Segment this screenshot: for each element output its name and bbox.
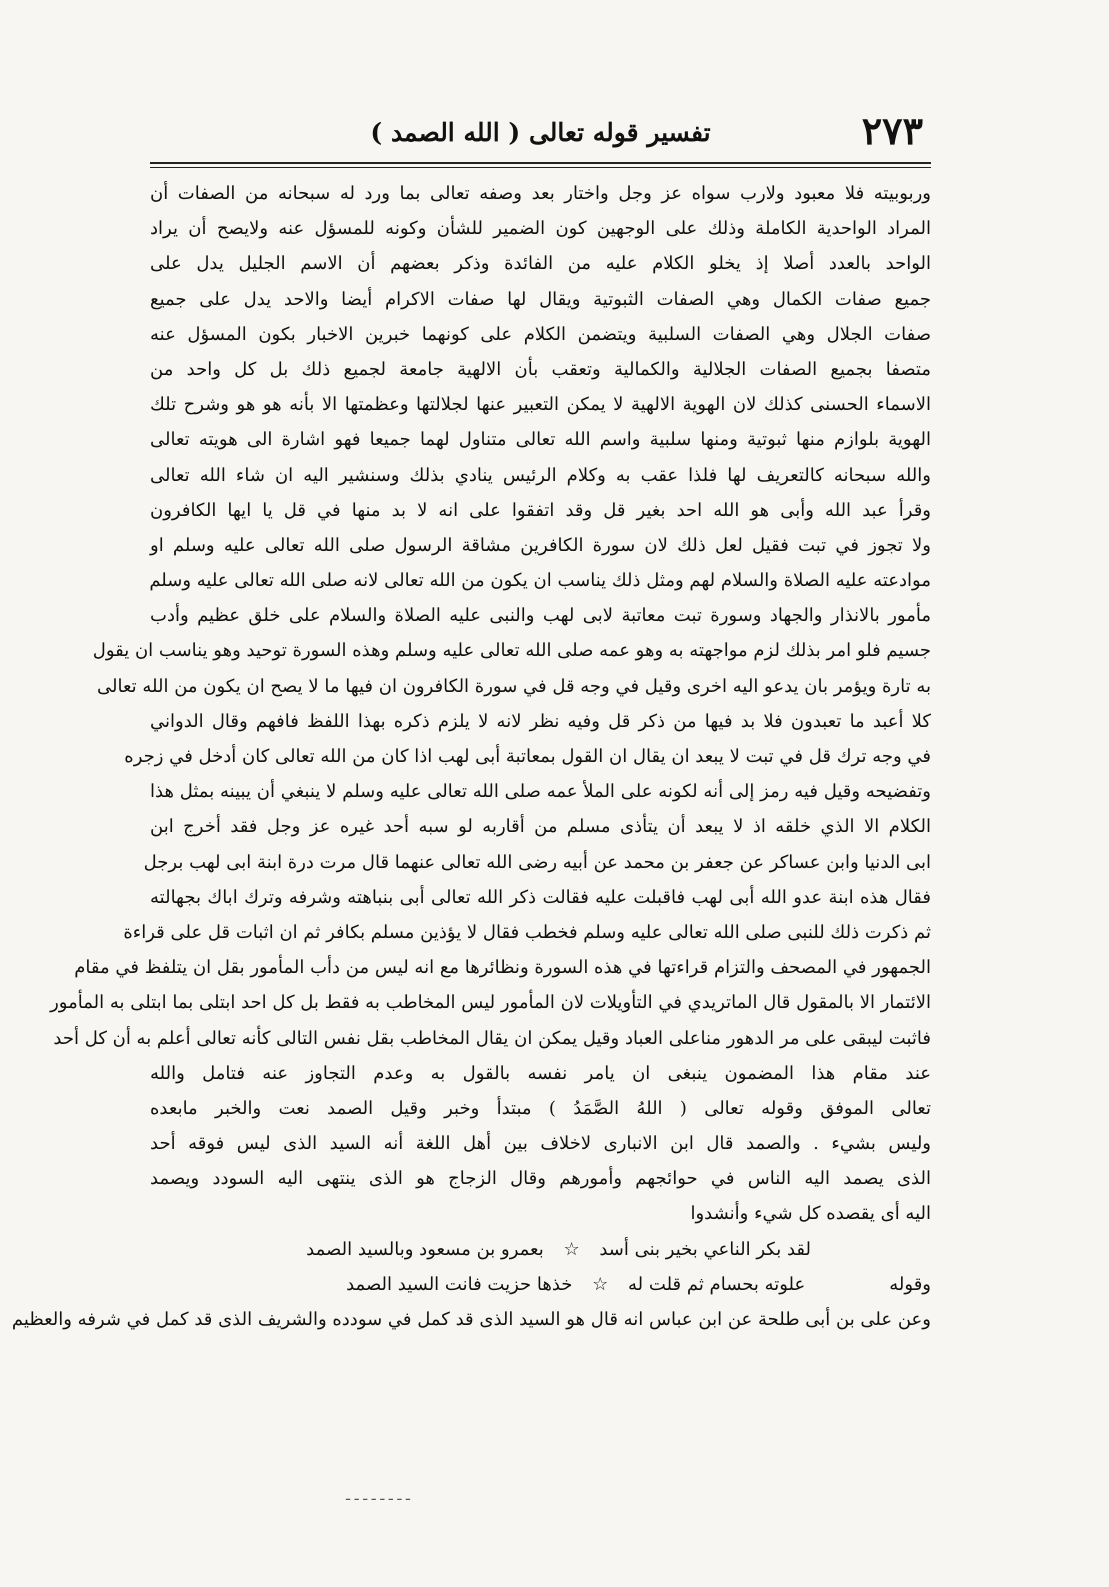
text-line: به تارة ويؤمر بان يدعو اليه اخرى وقيل في وجه قل في سورة الكافرون ان فيها ما لا يصح ان يكون من الله تعالى (97, 675, 931, 697)
page-number: ٢٧٣ (861, 108, 923, 153)
text-line: جسيم فلو امر بذلك لزم مواجهته به وهو عمه صلى الله تعالى عليه وسلم وهذه السورة توحيد وهو يناسب ان يقول (92, 640, 931, 662)
verse-hemistich: علوته بحسام ثم قلت له (628, 1273, 806, 1295)
text-line: ثم ذكرت ذلك للنبى صلى الله تعالى عليه وسلم فخطب فقال لا يؤذين مسلم بكافر ثم ان اثبات قل على قراءة (123, 921, 931, 943)
text-line: الواحد بالعدد أصلا إذ يخلو الكلام عليه من الفائدة وذكر بعضهم أن الاسم الجليل يدل على (150, 253, 931, 275)
text-line: في وجه ترك قل في تبت لا يبعد ان يقال ان القول بمعاتبة أبى لهب اذا كان من الله تعالى كان أدخل في زجره (124, 746, 931, 767)
text-line: متصفا بجميع الصفات الجلالية والكمالية وتعقب بأن الالهية جامعة لجميع ذلك بل كل واحد من (150, 358, 931, 380)
verse-hemistich: لقد بكر الناعي بخير بنى أسد (599, 1238, 811, 1260)
text-line: وقرأ عبد الله وأبى هو الله احد بغير قل وقد اتفقوا على انه لا بد منها في قل يا ايها الكافرون (150, 499, 931, 521)
running-title: تفسير قوله تعالى ( الله الصمد ) (370, 118, 711, 147)
text-line: الائتمار الا بالمقول قال الماتريدي في التأويلات لان المأمور ليس المخاطب به فقط بل كل احد ابتلى بما ابتلى به المأمور (50, 992, 931, 1014)
text-line: الجمهور في المصحف والتزام قراءتها في هذه السورة ونظائرها مع انه ليس من دأب المأمور بقل ان يتلفظ في مقام (74, 957, 931, 979)
text-line: الكلام الا الذي خلقه اذ لا يبعد أن يتأذى مسلم من أقاربه لو سبه أحد غيره عز وجل فقد أخرج ابن (150, 816, 931, 838)
text-line: تعالى الموفق وقوله تعالى ( اللهُ الصَّمَدُ ) مبتدأ وخبر وقيل الصمد نعت والخبر مابعده (150, 1097, 931, 1119)
text-line: وليس بشيء . والصمد قال ابن الانبارى لاخلاف بين أهل اللغة أنه السيد الذى ليس فوقه أحد (150, 1133, 931, 1155)
verse-lead-word: وقوله (889, 1273, 931, 1295)
star-icon: ☆ (592, 1273, 609, 1295)
text-line: صفات الجلال وهي الصفات السلبية ويتضمن الكلام على كونهما خبرين الاخبار بكون المسؤل عنه (150, 323, 931, 345)
text-line: موادعته عليه الصلاة والسلام لهم ومثل ذلك يناسب ان يكون من الله تعالى لانه صلى الله تعالى عليه وسلم (149, 570, 931, 592)
header-rule (150, 162, 931, 168)
page-header (150, 108, 931, 158)
text-line: وعن على بن أبى طلحة عن ابن عباس انه قال هو السيد الذى قد كمل في سودده والشريف الذى قد كمل في شرفه والعظيم (11, 1309, 931, 1330)
text-line: فاثبت ليبقى على مر الدهور مناعلى العباد وقيل يمكن ان يقال المخاطب بقل نفس التالى كأنه تعالى أعلم به أن كل أحد (53, 1027, 931, 1049)
text-line: المراد الواحدية الكاملة وذلك على الوجهين كون الضمير للشأن وكونه للمسؤل عنه ولايصح أن يراد (150, 218, 931, 240)
poem-verse (150, 1267, 931, 1302)
text-line: مأمور بالانذار والجهاد وسورة تبت معاتبة لابى لهب والنبى عليه الصلاة والسلام على خلق عظيم وأدب (150, 605, 931, 627)
footer-fragment: ـ ـ ـ ـ ـ ـ ـ ـ (346, 1488, 410, 1504)
poem-verse (150, 1232, 931, 1267)
star-icon: ☆ (563, 1238, 580, 1260)
text-line: فقال هذه ابنة عدو الله أبى لهب فاقبلت عليه فقالت ذكر الله تعالى أبى بنباهته وشرفه وترك اباك بجهالته (150, 886, 931, 908)
text-line: جميع صفات الكمال وهي الصفات الثبوتية ويقال لها صفات الاكرام أيضا والاحد يدل على جميع (150, 288, 931, 310)
text-line: كلا أعبد ما تعبدون فلا بد فيها من ذكر قل وفيه نظر لانه لا يلزم ذكره بهذا اللفظ فافهم وقال الدواني (150, 710, 931, 732)
text-line: اليه أى يقصده كل شيء وأنشدوا (690, 1203, 931, 1225)
text-line: عند مقام هذا المضمون ينبغى ان يامر نفسه بالقول به وعدم التجاوز عنه فتامل والله (150, 1062, 931, 1084)
verse-hemistich: بعمرو بن مسعود وبالسيد الصمد (306, 1238, 544, 1260)
text-line: والله سبحانه كالتعريف لها فلذا عقب به وكلام الرئيس ينادي بذلك وسنشير اليه ان شاء الله تعالى (150, 464, 931, 486)
text-line: وربوبيته فلا معبود ولارب سواه عز وجل واختار بعد وصفه تعالى بما ورد له سبحانه من الصفات أن (150, 183, 931, 204)
text-line: الهوية بلوازم منها ثبوتية ومنها سلبية واسم الله تعالى متناول لهما جميعا فهو اشارة الى هويته تعالى (150, 429, 931, 451)
verse-hemistich: خذها حزيت فانت السيد الصمد (346, 1273, 573, 1295)
text-line: الاسماء الحسنى كذلك لان الهوية الالهية لا يمكن التعبير عنها لجلالتها وعظمتها الا بأنه هو هو وشرح تلك (150, 394, 931, 416)
text-line: وتفضيحه وقيل فيه رمز إلى أنه لكونه على الملأ عمه صلى الله تعالى عليه وسلم لا ينبغي أن يبينه بمثل هذا (150, 781, 931, 803)
text-line: الذى يصمد اليه الناس في حوائجهم وأمورهم وقال الزجاج هو الذى ينتهى اليه السودد ويصمد (150, 1168, 931, 1190)
text-line: ولا تجوز في تبت فقيل لعل ذلك لان سورة الكافرين مشاقة الرسول صلى الله تعالى عليه وسلم او (150, 534, 931, 556)
text-line: ابى الدنيا وابن عساكر عن جعفر بن محمد عن أبيه رضى الله تعالى عنهما قال مرت درة ابنة ابى لهب برجل (143, 851, 931, 873)
page-body (11, 176, 931, 1337)
